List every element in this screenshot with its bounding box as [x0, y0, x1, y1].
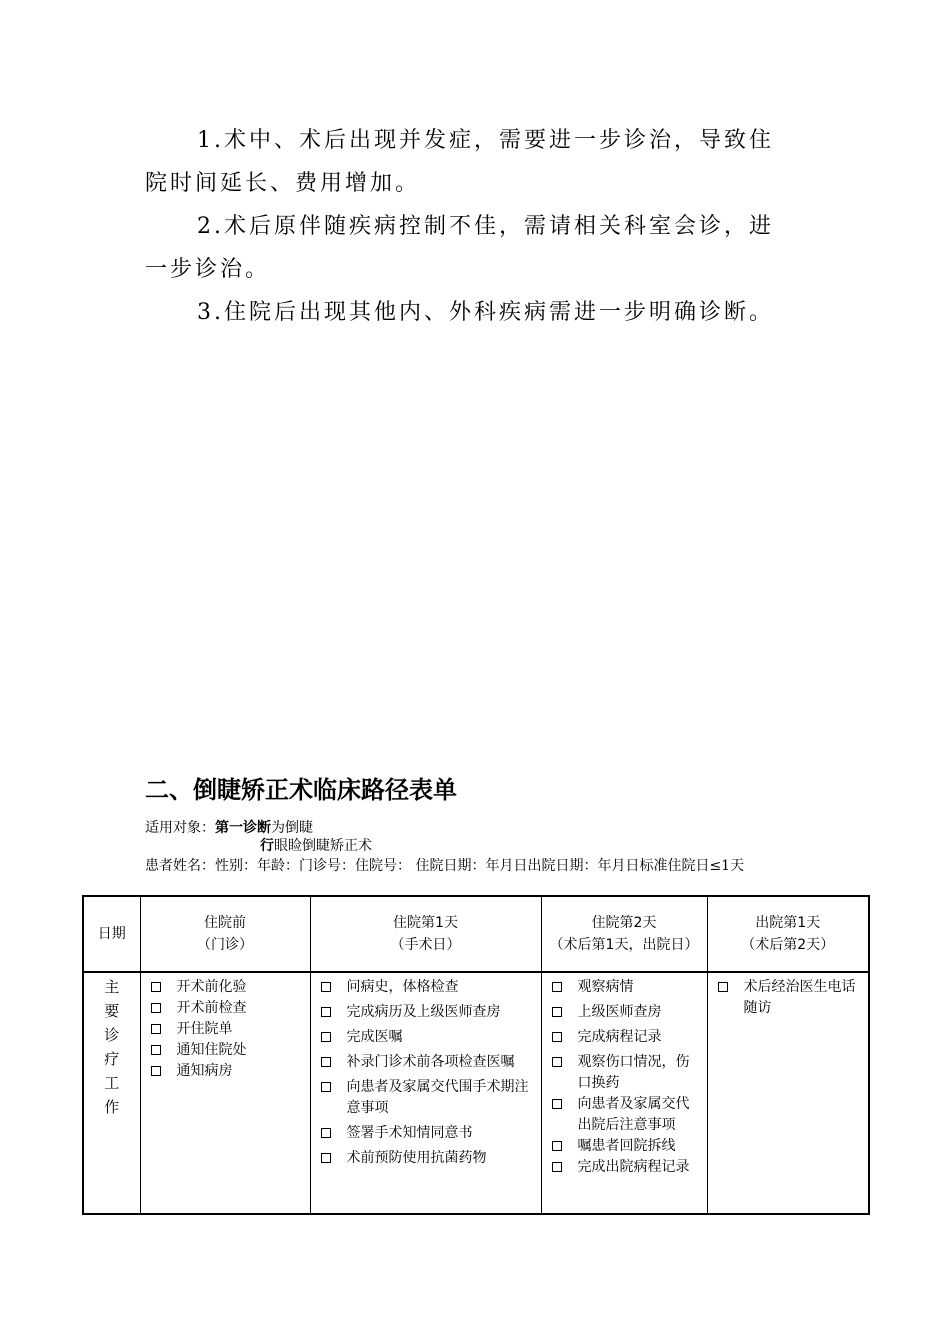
- day-1-cell: [310, 972, 541, 1214]
- checkbox-icon[interactable]: [151, 1066, 161, 1076]
- column-header-post-discharge: 出院第1天 （术后第2天）: [707, 896, 869, 972]
- list-item: 问病史，体格检查: [319, 977, 535, 998]
- column-header-day-1: 住院第1天 （手术日）: [310, 896, 541, 972]
- list-item: 通知住院处: [149, 1040, 304, 1061]
- applicable-object-line: 适用对象：第一诊断为倒睫: [145, 820, 313, 836]
- checkbox-icon[interactable]: [151, 1024, 161, 1034]
- list-item: 嘱患者回院拆线: [550, 1136, 701, 1157]
- list-item: 开住院单: [149, 1019, 304, 1040]
- procedure-line: 行眼睑倒睫矫正术: [260, 838, 372, 854]
- list-item: 签署手术知情同意书: [319, 1123, 535, 1144]
- checkbox-icon[interactable]: [151, 982, 161, 992]
- list-item: 完成出院病程记录: [550, 1157, 701, 1178]
- list-item: 通知病房: [149, 1061, 304, 1082]
- checkbox-icon[interactable]: [151, 1045, 161, 1055]
- checkbox-icon[interactable]: [552, 1162, 562, 1172]
- clinical-pathway-table: [82, 895, 870, 1215]
- list-item: 完成医嘱: [319, 1027, 535, 1048]
- checkbox-icon[interactable]: [552, 1032, 562, 1042]
- patient-info-line: 患者姓名：性别：年龄：门诊号：住院号： 住院日期：年月日出院日期：年月日标准住院日≤1天: [145, 858, 745, 874]
- post-discharge-cell: [707, 972, 869, 1214]
- checkbox-icon[interactable]: [321, 1082, 331, 1092]
- list-item: 观察伤口情况，伤口换药: [550, 1052, 701, 1094]
- checkbox-icon[interactable]: [321, 982, 331, 992]
- pre-admission-cell: [140, 972, 310, 1214]
- list-item: 上级医师查房: [550, 1002, 701, 1023]
- list-item: 补录门诊术前各项检查医嘱: [319, 1052, 535, 1073]
- checkbox-icon[interactable]: [552, 1141, 562, 1151]
- date-header: 日期: [83, 896, 140, 972]
- row-header-main-work: 主 要 诊 疗 工 作: [83, 972, 140, 1214]
- list-item: 开术前检查: [149, 998, 304, 1019]
- checkbox-icon[interactable]: [718, 982, 728, 992]
- checkbox-icon[interactable]: [321, 1153, 331, 1163]
- paragraph-1: 1.术中、术后出现并发症，需要进一步诊治，导致住院时间延长、费用增加。: [145, 128, 774, 196]
- list-item: 观察病情: [550, 977, 701, 998]
- pre-admission-checklist: [141, 973, 310, 1084]
- checkbox-icon[interactable]: [552, 1057, 562, 1067]
- checkbox-icon[interactable]: [321, 1128, 331, 1138]
- list-item: 向患者及家属交代围手术期注意事项: [319, 1077, 535, 1119]
- section-heading: 二、倒睫矫正术临床路径表单: [145, 776, 457, 804]
- day-2-checklist: [542, 973, 707, 1180]
- column-header-day-2: 住院第2天 （术后第1天，出院日）: [541, 896, 707, 972]
- day-1-checklist: [311, 973, 541, 1175]
- list-item: 术后经治医生电话随访: [716, 977, 863, 1019]
- list-item: 术前预防使用抗菌药物: [319, 1148, 535, 1169]
- checkbox-icon[interactable]: [321, 1032, 331, 1042]
- checkbox-icon[interactable]: [552, 1007, 562, 1017]
- post-discharge-checklist: [708, 973, 869, 1021]
- paragraph-2: 2.术后原伴随疾病控制不佳，需请相关科室会诊，进一步诊治。: [145, 214, 774, 282]
- checkbox-icon[interactable]: [151, 1003, 161, 1013]
- list-item: 完成病程记录: [550, 1027, 701, 1048]
- list-item: 开术前化验: [149, 977, 304, 998]
- checkbox-icon[interactable]: [321, 1007, 331, 1017]
- checkbox-icon[interactable]: [552, 1099, 562, 1109]
- column-header-pre-admission: 住院前 （门诊）: [140, 896, 310, 972]
- main-work-row: [83, 972, 869, 1214]
- checkbox-icon[interactable]: [552, 982, 562, 992]
- day-2-cell: [541, 972, 707, 1214]
- list-item: 完成病历及上级医师查房: [319, 1002, 535, 1023]
- header-row: [83, 896, 869, 972]
- checkbox-icon[interactable]: [321, 1057, 331, 1067]
- list-item: 向患者及家属交代出院后注意事项: [550, 1094, 701, 1136]
- paragraph-3: 3.住院后出现其他内、外科疾病需进一步明确诊断。: [197, 300, 774, 325]
